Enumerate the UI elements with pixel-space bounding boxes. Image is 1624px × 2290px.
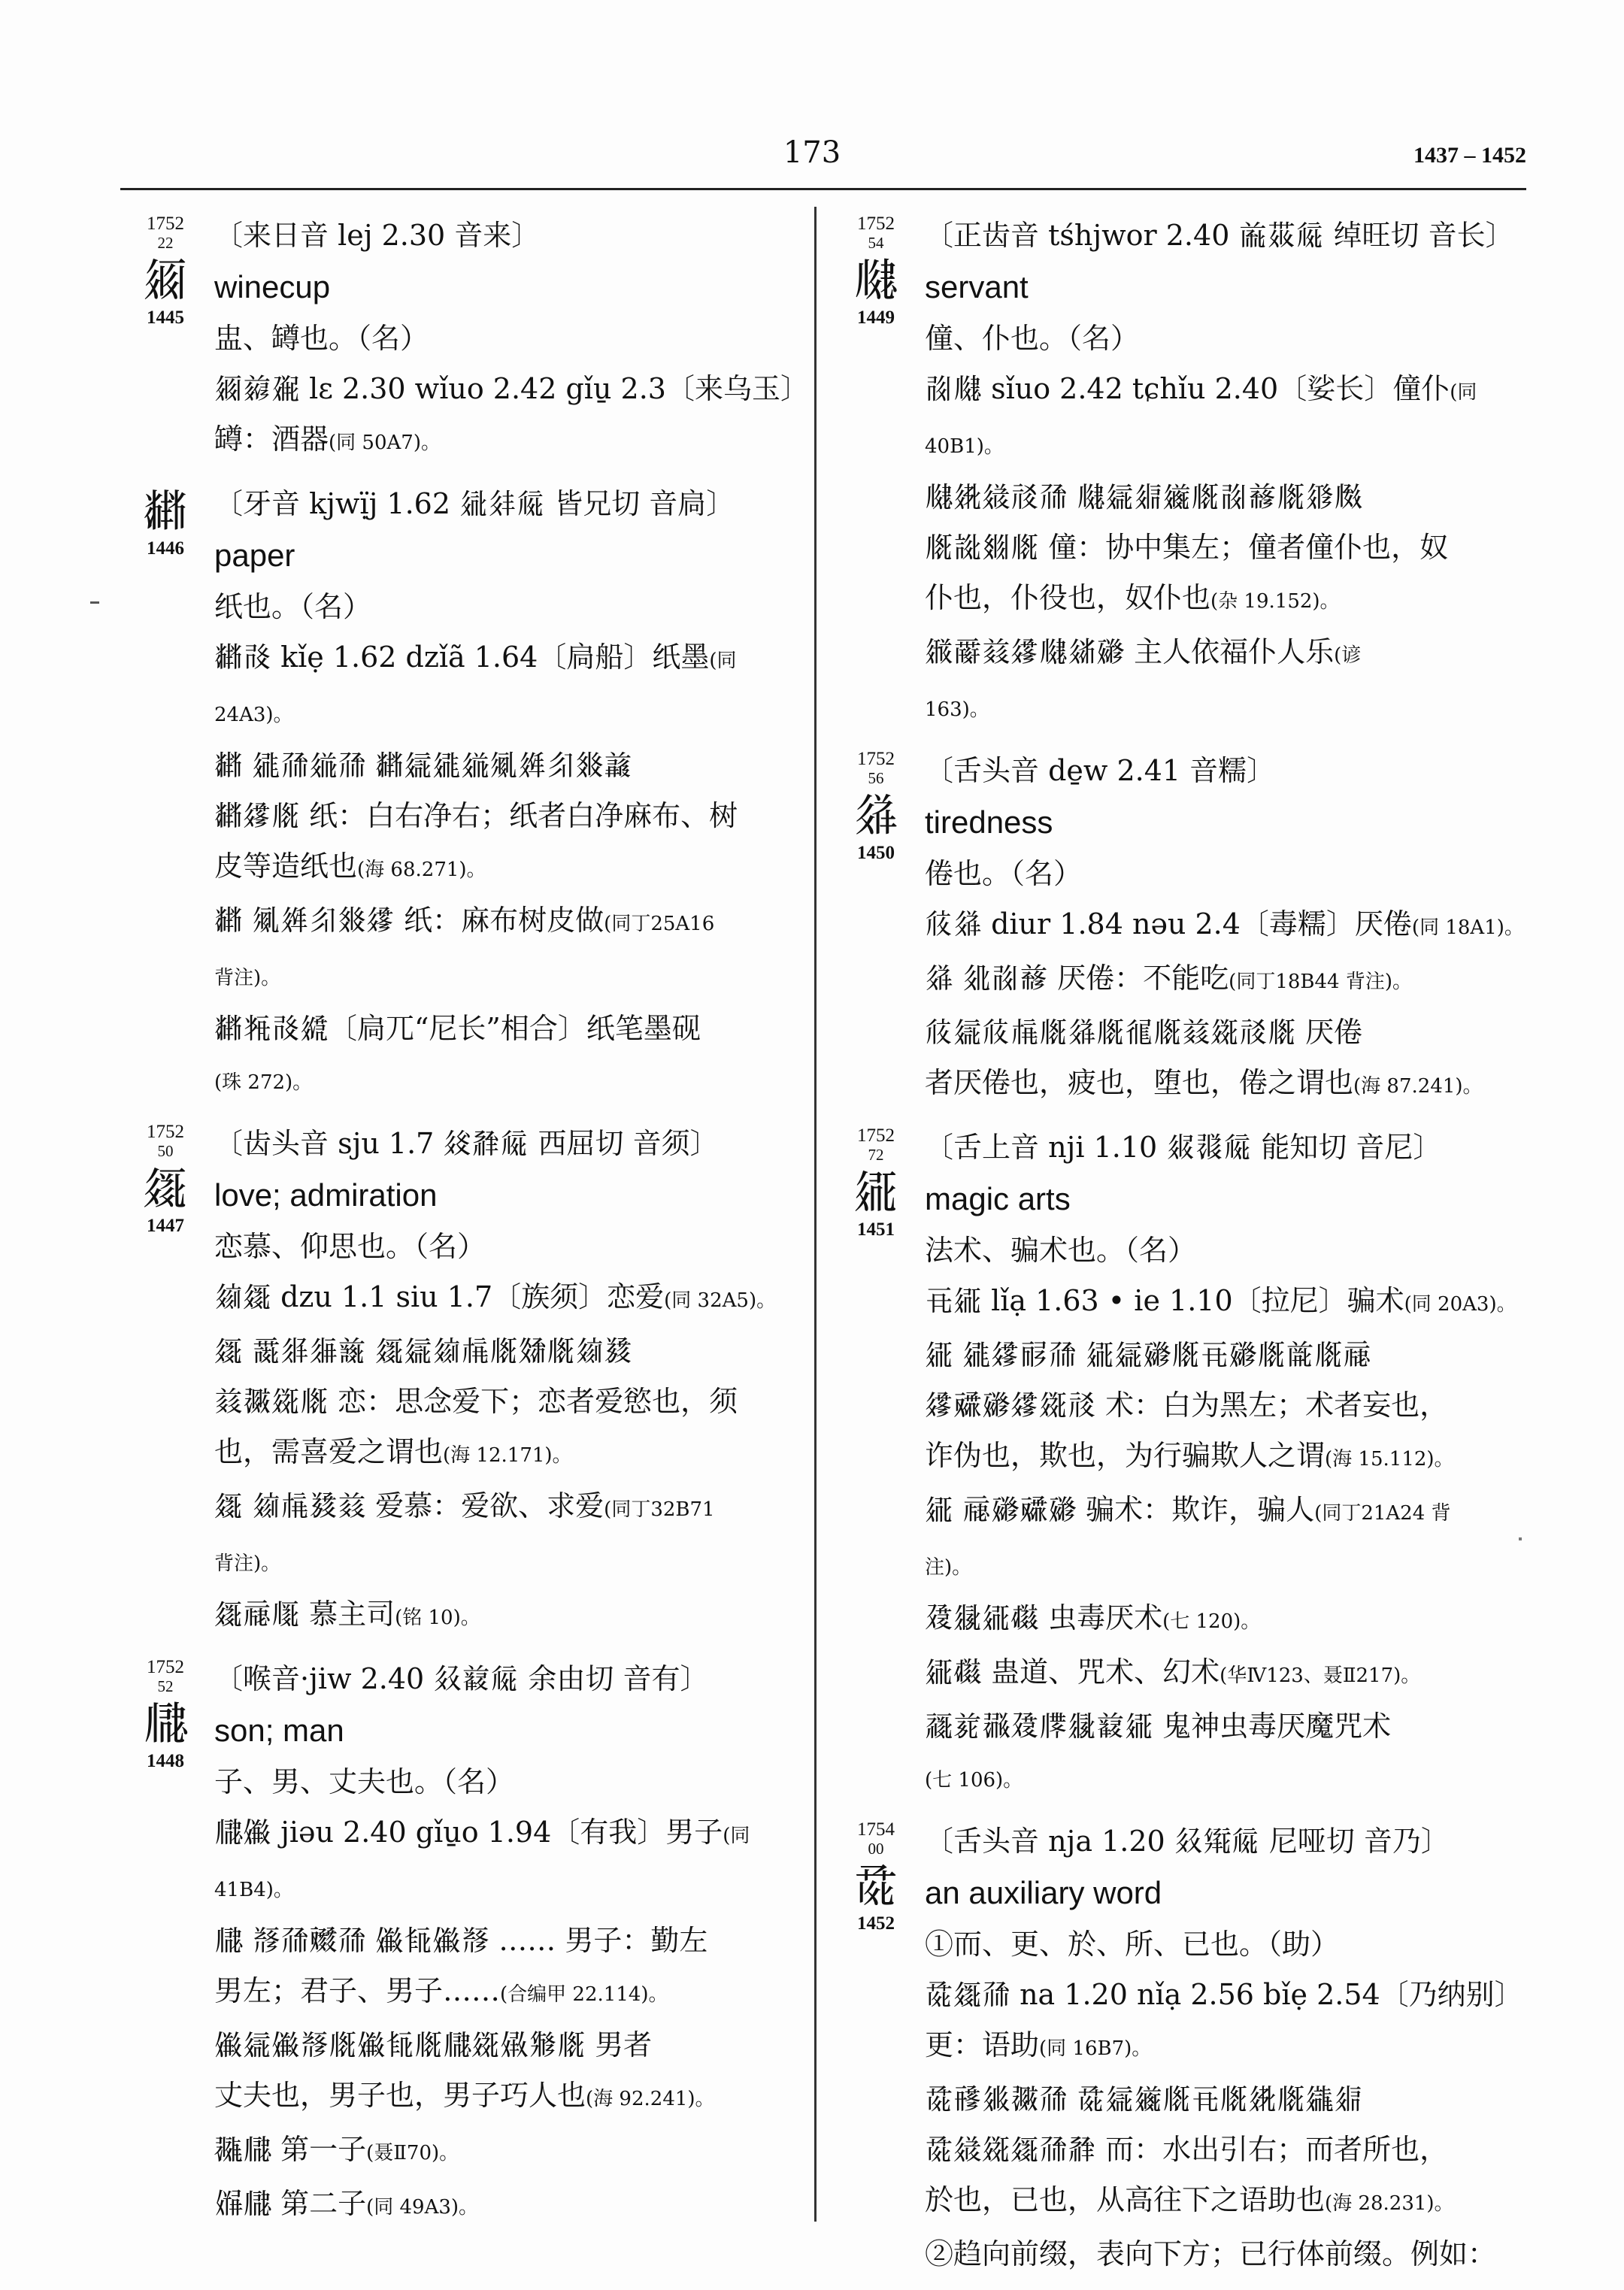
example-source: (铭 10)。 <box>395 1607 480 1629</box>
tangut-headword: 𗧯 <box>143 1162 188 1215</box>
entry-subcode: 52 <box>157 1677 174 1695</box>
entry-range: 1437 – 1452 <box>1413 143 1526 168</box>
entry-subcode: 54 <box>868 234 884 252</box>
example-line <box>214 2125 804 2179</box>
entry-subcode: 22 <box>157 234 174 252</box>
example-source: 163)。 <box>925 698 989 721</box>
example-line <box>214 2179 804 2233</box>
example-source: (海 12.171)。 <box>443 1444 572 1467</box>
entry-phonetic: 〔舌头音 de̱w 2.41 音糯〕 <box>925 754 1276 787</box>
example-line <box>214 1916 804 1966</box>
page-number: 173 <box>783 135 841 170</box>
dictionary-entry <box>128 479 804 1108</box>
example-text: 𗦻𗧯 dzu 1.1 siu 1.7〔族须〕恋爱 <box>214 1280 665 1313</box>
example-text: 𗥃𗑣𗘂 lɛ 2.30 wǐuo 2.42 gǐu̱ 2.3〔来乌玉〕 <box>214 372 809 405</box>
example-line <box>925 1058 1530 1112</box>
example-source: (同丁25A16 <box>604 913 715 935</box>
entry-english: love; admiration <box>214 1177 438 1213</box>
example-line <box>214 1807 804 1861</box>
header-rule <box>120 188 1526 190</box>
example-line <box>925 2020 1530 2074</box>
example-text: 者厌倦也，疲也，堕也，倦之谓也 <box>925 1066 1354 1099</box>
example-source: (同 <box>709 650 737 672</box>
entry-english: son; man <box>214 1713 344 1748</box>
example-text: 𗧯 𗦻𗍫𗯿𗑠 爱慕：爱欲、求爱 <box>214 1489 604 1522</box>
example-line <box>925 1485 1530 1539</box>
example-text: 更：语助 <box>925 2028 1040 2061</box>
example-text: 𗱕𗟭𗤍𗗂𗗙 𗱕𗦇𗫂𗅋𗸕𗅋𗣈𗅋𗪘𗤋 <box>925 2083 1363 2116</box>
entry-definition: 僮、仆也。（名） <box>925 322 1140 355</box>
tangut-headword: 𗱕 <box>853 1860 898 1913</box>
example-text: 𘂤 𗧓𗗙𗥤𗗙 𘂤𗦇𗧓𗥤𗏇𗤶𗼃𗾟𗔊 <box>214 749 633 782</box>
example-source: (海 15.112)。 <box>1325 1448 1454 1471</box>
example-line <box>925 1970 1530 2020</box>
entry-number: 1448 <box>147 1751 184 1771</box>
tangut-headword: 𗆋 <box>853 254 898 307</box>
example-line <box>925 523 1530 573</box>
entry-subcode: 72 <box>868 1146 884 1164</box>
example-line <box>214 950 804 1004</box>
left-column <box>128 211 809 2243</box>
tangut-headword: 𗆇 <box>143 1698 188 1750</box>
example-source: (七 106)。 <box>925 1769 1023 1792</box>
example-text: 𗥭 𗢭𗰖𗒘 厌倦：不能吃 <box>925 962 1229 995</box>
entry-number: 1452 <box>857 1913 895 1934</box>
example-text: 𘂤𗯖𗰗𗨳〔扃兀“尼长”相合〕纸笔墨砚 <box>214 1012 701 1045</box>
example-source: (海 28.231)。 <box>1325 2192 1454 2215</box>
dictionary-entry <box>128 211 809 468</box>
example-text: 𗑠𗗂𗧋𗅋 恋：思念爱下；恋者爱慾也，须 <box>214 1385 738 1418</box>
example-text: 𗧘𗡇𗡪𗧘𗧋𗘼 术：白为黑左；术者妄也， <box>925 1389 1449 1422</box>
example-source: (同丁18B44 背注)。 <box>1229 971 1412 993</box>
example-line <box>214 1326 804 1377</box>
example-source: 背注)。 <box>214 1552 281 1575</box>
example-source: (同 32A5)。 <box>664 1289 777 1312</box>
example-line <box>925 1007 1530 1058</box>
example-line <box>925 1431 1530 1485</box>
example-line <box>925 1752 1530 1806</box>
example-text: 仆也，仆役也，奴仆也 <box>925 581 1211 614</box>
example-text: 𗧯 𗵘𗼋𗼌𗔟 𗧯𗦇𗦻𗍫𗅋𗽀𗅋𗦻𗯿 <box>214 1334 633 1368</box>
entry-definition: 法术、骗术也。（名） <box>925 1234 1197 1267</box>
entry-code: 1752 <box>857 1125 895 1146</box>
entry-subcode: 50 <box>157 1142 174 1160</box>
example-text: 𗆇𗏹 jiəu 2.40 gǐu̱o 1.94〔有我〕男子 <box>214 1816 723 1849</box>
dictionary-entry <box>128 1119 804 1643</box>
entry-number: 1446 <box>147 538 184 559</box>
entry-phonetic: 〔喉音·jiw 2.40 𗢰𗔆𗏁 余由切 音有〕 <box>214 1662 709 1695</box>
entry-definition: 盅、罇也。（名） <box>214 322 429 355</box>
example-source: (海 87.241)。 <box>1353 1075 1483 1098</box>
example-text: 𗎽𗥭 diur 1.84 nəu 2.4〔毒糯〕厌倦 <box>925 907 1412 941</box>
example-source: (同 20A3)。 <box>1404 1293 1516 1316</box>
example-line <box>925 2175 1530 2229</box>
example-source: 背注)。 <box>214 967 281 989</box>
example-text: 丈夫也，男子也，男子巧人也 <box>214 2079 586 2112</box>
entry-meta <box>128 1122 203 1237</box>
example-line <box>925 899 1530 953</box>
example-source: (七 120)。 <box>1162 1610 1261 1633</box>
example-source: (同丁32B71 <box>604 1498 715 1521</box>
entry-phonetic: 〔牙音 kjwị̈j 1.62 𗣼𗢳𗏁 皆兄切 音扃〕 <box>214 487 735 520</box>
entry-phonetic: 〔来日音 lej 2.30 音来〕 <box>214 219 541 252</box>
example-line <box>214 841 804 895</box>
example-line <box>925 1539 1530 1593</box>
example-line <box>925 2229 1530 2279</box>
entry-phonetic: 〔舌上音 nji 1.10 𗤒𗖞𗏁 能知切 音尼〕 <box>925 1131 1442 1164</box>
example-source: (华Ⅳ123、聂Ⅱ217)。 <box>1220 1664 1421 1687</box>
entry-code: 1752 <box>147 1657 184 1677</box>
entry-number: 1447 <box>147 1216 184 1236</box>
entry-meta <box>838 749 914 865</box>
example-line <box>925 1647 1530 1701</box>
example-source: (海 92.241)。 <box>586 2088 715 2110</box>
entry-subcode: 00 <box>868 1840 884 1858</box>
example-text: 𗎽𗦇𗎽𗍫𗅋𗥭𗅋𗢛𗅋𗑠𗧋𗘼𗅋 厌倦 <box>925 1016 1363 1049</box>
example-text: 𗆋𗣈𗧊𗘼𗗙 𗆋𗦇𗤋𗫂𗅋𗰖𗒘𗅋𗤁𗆃 <box>925 480 1363 513</box>
example-line <box>214 741 804 791</box>
tangut-headword: 𗥲 <box>853 1166 898 1219</box>
example-line <box>214 1589 804 1643</box>
example-text: 𗗿𗼑𗥲𗎖 虫毒厌术 <box>925 1601 1163 1634</box>
entry-meta <box>838 214 914 329</box>
example-text: 𗧯𗄊𗅲 慕主司 <box>214 1598 395 1631</box>
entry-phonetic: 〔舌头音 nja 1.20 𗢰𗋕𗏁 尼哑切 音乃〕 <box>925 1825 1450 1858</box>
example-line <box>925 1276 1530 1330</box>
example-line <box>214 1272 804 1326</box>
entry-english: servant <box>925 269 1029 304</box>
example-text: 𗰖𗆋 sǐuo 2.42 tɕhǐu 2.40〔娑长〕僮仆 <box>925 372 1450 405</box>
entry-number: 1449 <box>857 307 895 328</box>
tangut-headword: 𘂤 <box>143 485 188 538</box>
example-line <box>214 1054 804 1108</box>
example-source: (聂Ⅱ70)。 <box>366 2142 459 2164</box>
example-line <box>925 2125 1530 2175</box>
example-text: 於也，已也，从高往下之语助也 <box>925 2183 1326 2216</box>
example-text: 𗖵𗆇 第一子 <box>214 2133 367 2166</box>
dictionary-entry <box>838 1816 1530 2279</box>
example-source: (同丁21A24 背 <box>1314 1502 1451 1525</box>
example-line <box>214 686 804 741</box>
example-text: 罇：酒器 <box>214 423 329 456</box>
entry-meta <box>128 214 203 329</box>
dictionary-entry <box>838 746 1530 1112</box>
example-line <box>214 895 804 950</box>
entry-number: 1451 <box>857 1219 895 1240</box>
example-text: 诈伪也，欺也，为行骗欺人之谓 <box>925 1439 1326 1472</box>
margin-mark <box>90 601 99 604</box>
example-text: 𗱕𗧯𗗙 na 1.20 nǐạ 2.56 bǐẹ 2.54〔乃纳别〕 <box>925 1978 1523 2011</box>
example-source: 40B1)。 <box>925 435 1004 458</box>
example-text: 皮等造纸也 <box>214 850 358 883</box>
example-source: (海 68.271)。 <box>357 859 486 881</box>
example-line <box>925 953 1530 1007</box>
example-line <box>214 1535 804 1589</box>
example-line <box>214 414 804 468</box>
entry-english: winecup <box>214 269 331 304</box>
example-text: 𘂤 𗏇𗤶𗼃𗾟𗧘 纸：麻布树皮做 <box>214 904 604 937</box>
example-text: 𗥲 𗧓𗧘𗟲𗗙 𗥲𗦇𗡪𗅋𗸕𗡪𗅋𗑻𗅋𗄊 <box>925 1338 1372 1371</box>
example-source: (同 16B7)。 <box>1039 2037 1152 2060</box>
example-source: 注)。 <box>925 1556 972 1579</box>
entry-meta <box>128 1657 203 1773</box>
example-source: (同 <box>723 1825 750 1847</box>
example-text: ②趋向前缀，表向下方；已行体前缀。例如： <box>925 2237 1497 2270</box>
example-line <box>925 418 1530 472</box>
example-source: (杂 19.152)。 <box>1210 590 1340 613</box>
example-line <box>214 1377 804 1427</box>
entry-code: 1752 <box>857 749 895 769</box>
entry-definition: ①而、更、於、所、已也。（助） <box>925 1928 1340 1961</box>
example-source: 24A3)。 <box>214 704 293 726</box>
example-line <box>925 1330 1530 1380</box>
right-column <box>838 211 1530 2290</box>
entry-definition: 纸也。（名） <box>214 590 372 623</box>
entry-code: 1752 <box>147 214 184 234</box>
entry-phonetic: 〔正齿音 tśhjwor 2.40 𗑝𗚩𗏁 绰旺切 音长〕 <box>925 219 1514 252</box>
example-text: 𘂤𗧘𗅋 纸：白右净右；纸者白净麻布、树 <box>214 799 738 832</box>
example-text: 𗥲𗎖 蛊道、咒术、幻术 <box>925 1655 1220 1689</box>
example-source: (同 <box>1450 381 1477 404</box>
example-line <box>214 2020 804 2070</box>
example-line <box>214 632 804 686</box>
example-source: (谚 <box>1334 644 1362 667</box>
example-line <box>214 1427 804 1481</box>
example-source: 41B4)。 <box>214 1879 293 1901</box>
example-line <box>214 1004 804 1054</box>
tangut-headword: 𗥭 <box>853 789 898 842</box>
entry-subcode: 56 <box>868 769 884 787</box>
example-line <box>925 2074 1530 2125</box>
tangut-headword: 𗥃 <box>143 254 188 307</box>
example-text: 𗏵𗆇 第二子 <box>214 2187 367 2220</box>
example-text: 男左；君子、男子…… <box>214 1974 501 2007</box>
example-line <box>925 364 1530 418</box>
example-text: 𗆇 𘃡𗗙𗡝𗗙 𗏹𗺉𗏹𘃡 …… 男子：勤左 <box>214 1924 708 1957</box>
entry-english: paper <box>214 538 295 573</box>
dictionary-entry <box>128 1654 804 2233</box>
entry-english: an auxiliary word <box>925 1875 1162 1910</box>
example-source: (同 18A1)。 <box>1411 916 1524 939</box>
entry-meta <box>128 482 203 560</box>
example-line <box>925 573 1530 627</box>
example-text: 𗥲 𗄊𗡪𗡇𗡪 骗术：欺诈，骗人 <box>925 1493 1315 1526</box>
example-line <box>214 1861 804 1916</box>
example-source: (合编甲 22.114)。 <box>500 1983 668 2006</box>
example-line <box>214 1481 804 1535</box>
example-source: (珠 272)。 <box>214 1071 313 1094</box>
example-text: 𘂤𗰗 kǐẹ 1.62 dzǐã 1.64〔扃船〕纸墨 <box>214 641 710 674</box>
column-divider <box>814 207 817 2222</box>
example-text: 𗸕𗥲 lǐạ 1.63 • ie 1.10〔拉尼〕骗术 <box>925 1284 1404 1317</box>
dictionary-entry <box>838 211 1530 735</box>
example-line <box>214 1966 804 2020</box>
entry-number: 1445 <box>147 307 184 328</box>
entry-definition: 恋慕、仰思也。（名） <box>214 1230 486 1263</box>
example-source: (同 49A3)。 <box>366 2196 479 2219</box>
example-source: (同 50A7)。 <box>329 432 441 454</box>
example-line <box>925 1701 1530 1752</box>
entry-english: tiredness <box>925 804 1053 840</box>
entry-code: 1754 <box>857 1819 895 1840</box>
example-text: 𗅋𘀍𗾞𗅋 僮：协中集左；僮者僮仆也，奴 <box>925 531 1449 564</box>
dictionary-entry <box>838 1122 1530 1806</box>
example-line <box>214 364 809 414</box>
entry-meta <box>838 1125 914 1241</box>
example-text: 𗏹𗦇𗏹𘃡𗅋𗏹𗺉𗅋𗆇𗧋𗏣𗊬𗅋 男者 <box>214 2028 653 2061</box>
entry-code: 1752 <box>147 1122 184 1142</box>
example-line <box>925 472 1530 523</box>
example-line <box>214 2070 804 2125</box>
entry-number: 1450 <box>857 843 895 863</box>
example-text: 𗹙𗐱𗖻𗗿𗅮𗼑𗔆𗥲 鬼神虫毒厌魔咒术 <box>925 1710 1392 1743</box>
example-text: 𗨽𗵣𗑠𗧘𗆋𗣫𗡪 主人依福仆人乐 <box>925 635 1335 668</box>
entry-meta <box>838 1819 914 1935</box>
entry-definition: 倦也。（名） <box>925 857 1083 890</box>
example-text: 𗱕𗧊𗧋𗧯𗗙𗴂 而：水出引右；而者所也， <box>925 2133 1449 2166</box>
entry-code: 1752 <box>857 214 895 234</box>
example-line <box>214 791 804 841</box>
entry-definition: 子、男、丈夫也。（名） <box>214 1765 515 1798</box>
example-text: 也，需喜爱之谓也 <box>214 1435 444 1468</box>
entry-phonetic: 〔齿头音 sju 1.7 𗤙𗴂𗏁 西屈切 音须〕 <box>214 1127 719 1160</box>
example-line <box>925 627 1530 681</box>
example-line <box>925 681 1530 735</box>
example-line <box>925 1380 1530 1431</box>
entry-english: magic arts <box>925 1181 1071 1216</box>
example-line <box>925 1593 1530 1647</box>
